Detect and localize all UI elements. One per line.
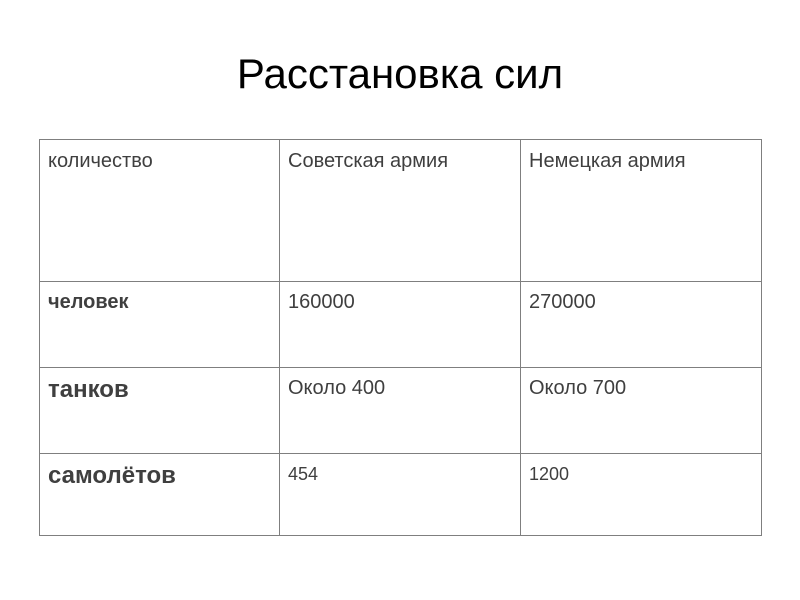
- soviet-value-cell: [280, 368, 521, 454]
- header-cell-quantity: [40, 140, 280, 282]
- soviet-planes-value: 454: [288, 464, 319, 484]
- german-value-cell: [521, 454, 762, 536]
- row-label-tanks: танков: [48, 376, 129, 403]
- soviet-tanks-value: Около 400: [288, 377, 386, 399]
- german-people-value: 270000: [529, 291, 596, 313]
- soviet-value-cell: [280, 282, 521, 368]
- german-tanks-value: Около 700: [529, 377, 627, 399]
- header-cell-soviet: [280, 140, 521, 282]
- row-label-cell: [40, 368, 280, 454]
- table-row: [40, 282, 762, 368]
- slide-title: Расстановка сил: [236, 50, 564, 97]
- forces-table: [39, 139, 762, 536]
- german-planes-value: 1200: [529, 464, 570, 484]
- german-value-cell: [521, 282, 762, 368]
- row-label-cell: [40, 454, 280, 536]
- row-label-planes: самолётов: [48, 462, 176, 489]
- table-row: [40, 368, 762, 454]
- header-cell-german: [521, 140, 762, 282]
- table-header-row: [40, 140, 762, 282]
- german-value-cell: [521, 368, 762, 454]
- row-label-people: человек: [48, 291, 129, 313]
- header-soviet-label: Советская армия: [288, 150, 449, 172]
- header-german-label: Немецкая армия: [529, 150, 686, 172]
- header-quantity-label: количество: [48, 150, 153, 172]
- table-row: [40, 454, 762, 536]
- row-label-cell: [40, 282, 280, 368]
- soviet-people-value: 160000: [288, 291, 355, 313]
- soviet-value-cell: [280, 454, 521, 536]
